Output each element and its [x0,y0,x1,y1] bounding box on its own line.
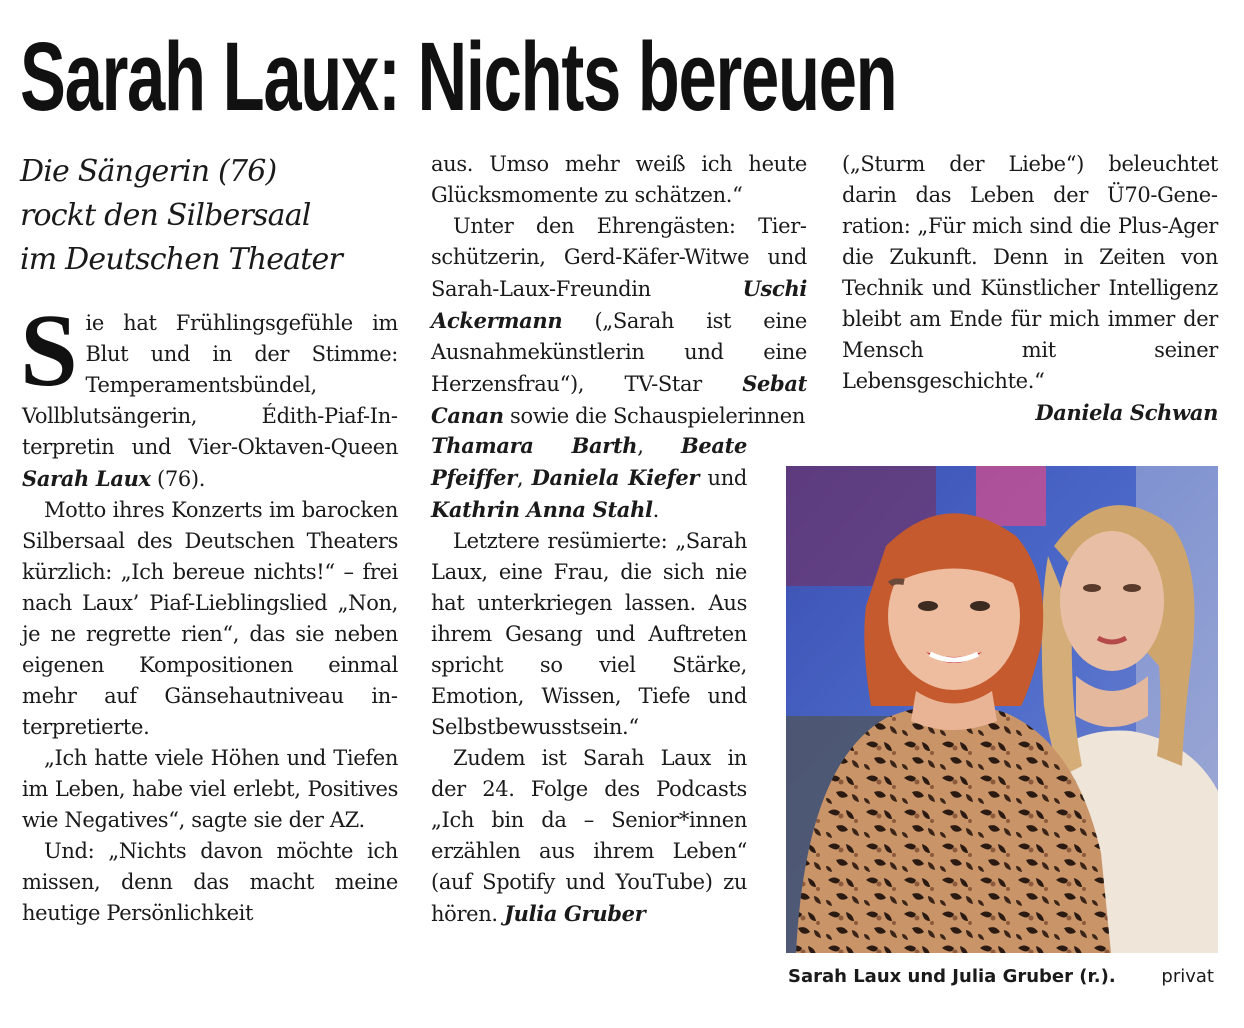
drop-cap: S [20,293,78,408]
paragraph: „Ich hatte viele Höhen und Tiefen im Leben, habe viel erlebt, Positives wie Negatives“, sagte sie der AZ. [22,746,398,832]
subheadline [20,150,390,282]
person-name: Sebat Canan [431,371,807,428]
photo-credit: privat [1161,966,1214,987]
paragraph: („Sturm der Liebe“) beleuchtet darin das Leben der Ü70-Generation: „Für mich sind die Plus-Ager die Zukunft. Denn in Zeiten von Technik und Künstlicher Intelligenz bleibt am Ende für mich immer der Mensch mit seiner Lebensgeschichte.“ [842,152,1218,393]
paragraph-guests-cont [431,430,747,526]
paragraph-intro [20,293,398,495]
paragraph-podcast [431,743,747,930]
photo-illustration [786,466,1218,953]
headline: Sarah Laux: Nichts bereuen [20,22,897,131]
article-column-3 [842,149,1218,428]
person-name: Uschi Ackermann [431,276,807,333]
paragraph-guests [431,211,807,432]
paragraph: aus. Umso mehr weiß ich heute Glücksmomente zu schätzen.“ [431,152,807,207]
person-name: Kathrin Anna Stahl [431,497,653,522]
person-name: Thamara Barth [431,433,638,458]
paragraph-text: , [637,434,681,458]
paragraph-text: und [699,466,747,490]
subhead-line: im Deutschen Theater [20,242,343,277]
caption-text: Sarah Laux und Julia Gruber (r.). [788,966,1116,987]
paragraph-text: (76). [150,467,206,491]
paragraph-text: ie hat Frühlingsgefühle im Blut und in der Stimme: Temperamentsbündel, Vollblutsängerin, Édith-Piaf-Interpretin und Vier-Oktaven-Queen [22,311,398,459]
article-column-1 [20,293,398,929]
article-column-2-narrow [431,430,747,930]
paragraph-text: Zudem ist Sarah Laux in der 24. Folge des Podcasts „Ich bin da – Senior*innen erzählen aus ihrem Leben“ (auf Spotify und YouTube) zu hören. [431,746,747,926]
person-name: Daniela Kiefer [531,465,700,490]
paragraph: Motto ihres Konzerts im barocken Silbersaal des Deutschen Theaters kürzlich: „Ich bereue nichts!“ – frei nach Laux’ Piaf-Lieblingslied „Non, je ne regrette rien“, das sie neben eigenen Kompositionen einmal mehr auf Gänsehautniveau interpretierte. [22,498,398,739]
article-photo [786,466,1218,953]
person-right-face [1060,531,1164,671]
person-name: Beate Pfeiffer [431,433,747,490]
subhead-line: Die Sängerin (76) [20,154,277,189]
photo-caption [788,965,1216,989]
person-name: Julia Gruber [504,901,646,926]
article-column-2 [431,149,807,432]
paragraph: Letztere resümierte: „Sarah Laux, eine Frau, die sich nie hat unterkriegen lassen. Aus ihrem Gesang und Auftreten spricht so viel Stärke, Emotion, Wissen, Tiefe und Selbstbewusstsein.“ [431,529,747,739]
paragraph: Und: „Nichts davon möchte ich missen, denn das macht meine heutige Persönlichkeit [22,839,398,925]
person-name: Sarah Laux [22,466,151,491]
paragraph-text: , [516,466,532,490]
paragraph-text: Unter den Ehrengästen: Tierschützerin, Gerd-Käfer-Witwe und Sarah-Laux-Freundin [431,214,807,301]
paragraph-text: sowie die Schauspielerinnen [503,404,806,428]
subhead-line: rockt den Silbersaal [20,198,311,233]
paragraph-text: („Sarah ist eine Ausnahmekünstlerin und eine Herzensfrau“), TV-Star [431,309,807,396]
author-byline: Daniela Schwan [1035,400,1218,425]
paragraph-text: . [652,498,659,522]
